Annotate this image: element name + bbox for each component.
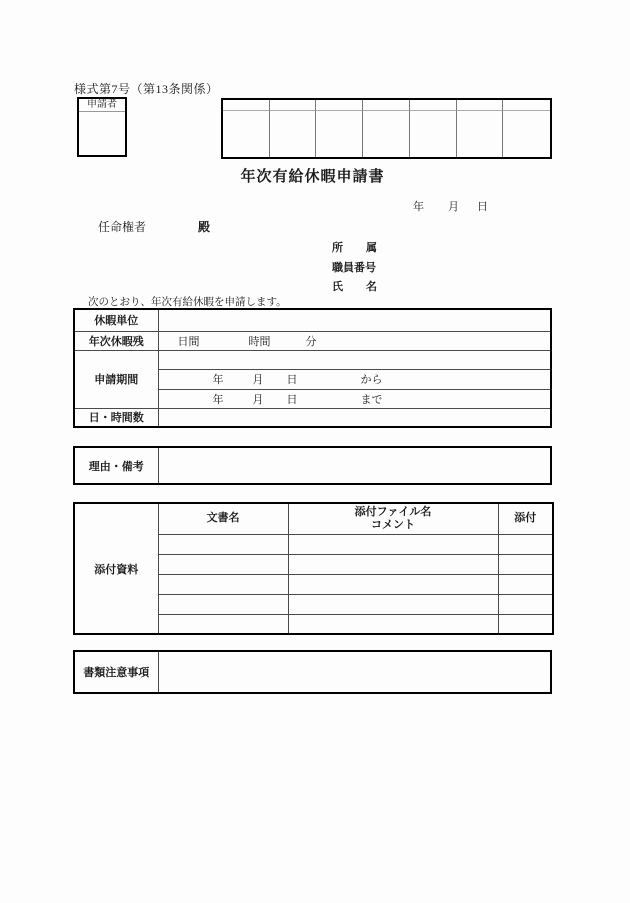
declaration-text: 次のとおり、年次有給休暇を申請します。 [88,297,287,308]
attachment-attach-cell[interactable] [498,574,553,594]
period-from-row[interactable] [158,369,551,389]
stamp-header-cell[interactable] [270,100,317,111]
from-year-label: 年 [212,374,224,386]
from-suffix-label: から [360,374,383,386]
attachments-table [73,502,554,635]
reason-box [73,446,552,485]
date-month-label: 月 [448,201,459,213]
period-to-row[interactable] [158,389,551,408]
col-header-comment: コメント [371,518,415,531]
stamp-header-cell[interactable] [503,100,550,111]
stamp-body-cell[interactable] [223,111,270,157]
period-label: 申請期間 [74,350,158,408]
name-label: 氏 名 [332,281,377,293]
attachment-file-cell[interactable] [288,554,498,574]
col-header-attach: 添付 [498,503,553,534]
reason-value-cell[interactable] [158,447,551,484]
affiliation-label: 所 属 [332,242,377,254]
addressee-line [98,218,211,235]
approval-stamp-table [221,98,552,159]
attachment-attach-cell[interactable] [498,594,553,614]
period-extra-cell[interactable] [158,350,551,369]
days-hours-label: 日・時間数 [74,408,158,427]
balance-minutes-label: 分 [305,335,317,348]
page-title: 年次有給休暇申請書 [240,169,385,185]
to-year-label: 年 [212,393,224,406]
reason-label: 理由・備考 [74,447,158,484]
days-hours-value-cell[interactable] [158,408,551,427]
notes-label: 書類注意事項 [74,651,158,693]
notes-box [73,650,552,694]
stamp-header-cell[interactable] [223,100,270,111]
date-year-label: 年 [413,201,424,213]
to-suffix-label: まで [360,393,383,406]
balance-hours-label: 時間 [248,335,271,348]
leave-balance-label: 年次休暇残 [74,331,158,350]
date-line [413,198,488,214]
attachment-attach-cell[interactable] [498,614,553,634]
leave-balance-value-cell[interactable] [158,331,551,350]
to-day-label: 日 [286,393,298,406]
attachments-label: 添付資料 [74,503,158,634]
applicant-info-block [332,239,377,298]
attachment-attach-cell[interactable] [498,534,553,554]
stamp-body-cell[interactable] [316,111,363,157]
stamp-header-cell[interactable] [457,100,504,111]
attachment-document-cell[interactable] [158,574,288,594]
attachment-document-cell[interactable] [158,534,288,554]
from-day-label: 日 [286,374,298,386]
stamp-header-cell[interactable] [410,100,457,111]
applicant-stamp-field[interactable] [79,112,125,155]
stamp-header-cell[interactable] [363,100,410,111]
notes-value-cell[interactable] [158,651,551,693]
col-header-document-name: 文書名 [158,503,288,534]
applicant-box-label: 申請者 [79,99,125,112]
stamp-body-cell[interactable] [270,111,317,157]
attachment-attach-cell[interactable] [498,554,553,574]
attachment-file-cell[interactable] [288,594,498,614]
employee-number-label: 職員番号 [332,261,376,274]
from-month-label: 月 [252,374,264,386]
leave-application-table [73,308,552,428]
to-month-label: 月 [252,393,264,406]
attachment-file-cell[interactable] [288,534,498,554]
applicant-stamp-box [77,97,127,157]
stamp-body-cell[interactable] [503,111,550,157]
addressee-honorific: 殿 [198,220,211,234]
attachment-document-cell[interactable] [158,594,288,614]
stamp-body-cell[interactable] [363,111,410,157]
stamp-header-cell[interactable] [316,100,363,111]
leave-unit-value-cell[interactable] [158,309,551,331]
form-number: 様式第7号（第13条関係） [74,82,219,96]
date-day-label: 日 [477,201,488,213]
col-header-file-name: 添付ファイル名 コメント [288,503,498,534]
attachment-file-cell[interactable] [288,574,498,594]
leave-unit-label: 休暇単位 [74,309,158,331]
stamp-body-cell[interactable] [457,111,504,157]
attachment-document-cell[interactable] [158,554,288,574]
addressee-title: 任命権者 [98,220,147,234]
stamp-body-cell[interactable] [410,111,457,157]
balance-days-label: 日間 [177,335,200,348]
attachment-file-cell[interactable] [288,614,498,634]
attachment-document-cell[interactable] [158,614,288,634]
